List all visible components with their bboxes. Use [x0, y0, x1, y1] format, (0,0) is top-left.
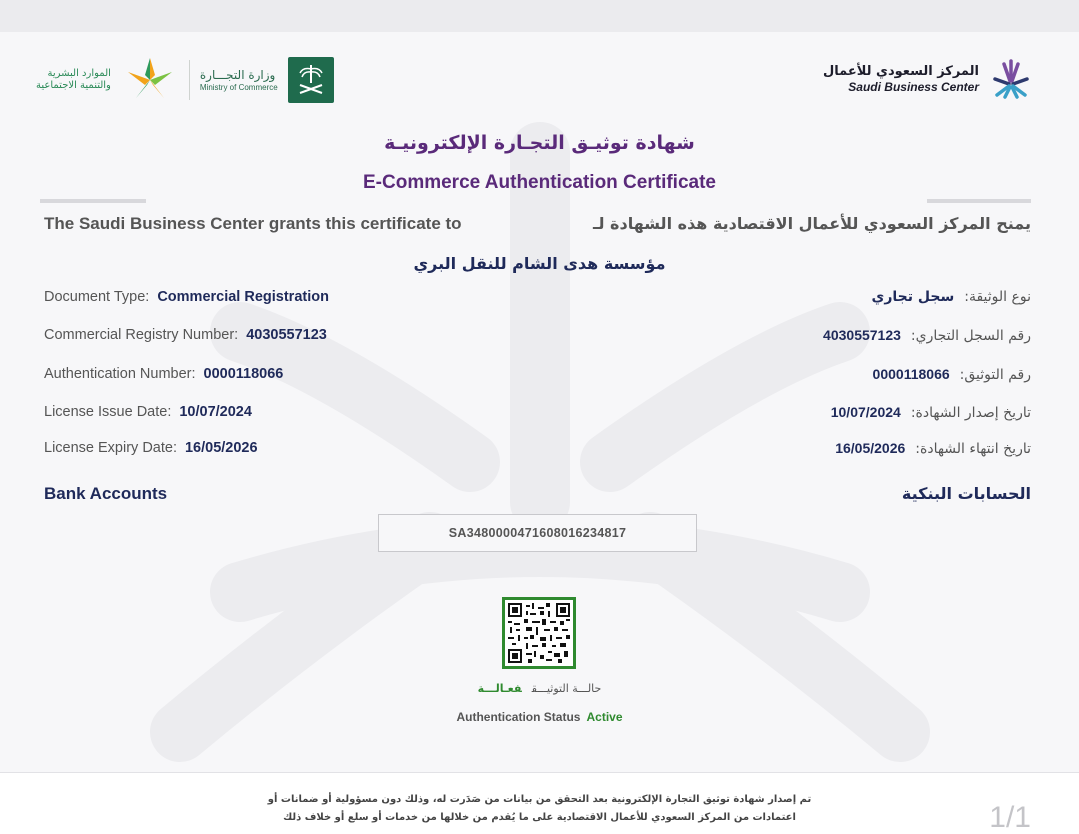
field-expiry-date-en — [44, 440, 258, 456]
authentication-status-ar — [0, 682, 1079, 695]
moc-logo-ar: وزارة التجـــارة — [199, 68, 276, 82]
logo-divider — [189, 60, 190, 100]
field-label: رقم التوثيق: — [959, 367, 1031, 383]
page-number: 1/1 — [989, 801, 1031, 834]
field-value: 10/07/2024 — [179, 404, 252, 420]
sbc-logo — [823, 54, 1035, 104]
moc-logo-text — [200, 68, 278, 92]
grants-text-en: The Saudi Business Center grants this certificate to — [44, 214, 462, 233]
field-label: تاريخ إصدار الشهادة: — [910, 405, 1031, 421]
field-issue-date-ar — [831, 404, 1031, 421]
title-rule-left — [40, 199, 146, 203]
certificate — [0, 32, 1079, 772]
field-label: Authentication Number: — [44, 366, 196, 382]
field-label: رقم السجل التجاري: — [910, 328, 1031, 344]
moc-emblem-icon — [288, 57, 334, 103]
field-value: 10/07/2024 — [830, 404, 901, 420]
field-document-type-en — [44, 289, 329, 305]
field-value: 16/05/2026 — [835, 440, 906, 456]
field-value: Commercial Registration — [157, 289, 329, 305]
field-label: Commercial Registry Number: — [44, 327, 239, 343]
moc-logo-en: Ministry of Commerce — [199, 83, 278, 92]
field-value: 0000118066 — [203, 366, 284, 382]
authentication-status-en — [0, 710, 1079, 724]
field-authentication-number-en — [44, 366, 283, 382]
footer-disclaimer — [0, 791, 1079, 827]
hr-star-icon — [121, 55, 179, 105]
title-rule-right — [927, 199, 1031, 203]
field-registry-number-ar — [823, 327, 1031, 344]
status-value-en: Active — [586, 710, 623, 724]
field-label: License Expiry Date: — [44, 440, 177, 456]
bank-accounts-title-ar: الحسابات البنكية — [901, 484, 1031, 503]
top-strip — [0, 0, 1079, 32]
field-label: تاريخ انتهاء الشهادة: — [915, 441, 1031, 457]
grants-text-ar: يمنح المركز السعودي للأعمال الاقتصادية هذه الشهادة لـ — [593, 214, 1031, 233]
hr-logo-text — [36, 68, 111, 92]
field-label: نوع الوثيقة: — [964, 289, 1031, 305]
field-authentication-number-ar — [873, 366, 1031, 383]
field-value: 4030557123 — [823, 327, 901, 343]
field-value: 4030557123 — [246, 327, 327, 343]
iban-field: SA3480000471608016234817 — [378, 514, 697, 552]
footer — [0, 772, 1079, 834]
field-value: 16/05/2026 — [184, 440, 258, 456]
certificate-title-ar: شهادة توثيـق التجـارة الإلكترونيـة — [384, 132, 695, 154]
field-value: 0000118066 — [872, 366, 950, 382]
footer-disclaimer-line1: تم إصدار شهادة توثيق التجارة الإلكترونية بعد التحقق من بيانات من صَدَرت له، وذلك دون مسؤولية أو ضمانات أو — [267, 794, 812, 805]
sbc-logo-ar: المركز السعودي للأعمال — [823, 64, 979, 79]
certificate-title-en: E-Commerce Authentication Certificate — [363, 172, 716, 193]
field-label: Document Type: — [44, 289, 150, 305]
field-registry-number-en — [44, 327, 327, 343]
status-label-en: Authentication Status — [456, 710, 581, 724]
status-value-ar: فعـالـــة — [477, 682, 522, 695]
partner-logos — [36, 52, 334, 108]
field-expiry-date-ar — [835, 440, 1031, 457]
sbc-logo-en: Saudi Business Center — [848, 80, 979, 94]
entity-name: مؤسسة هدى الشام للنقل البري — [413, 254, 666, 273]
field-issue-date-en — [44, 404, 252, 420]
status-label-ar: حالـــة التوثيـــق — [531, 682, 602, 695]
footer-disclaimer-line2: اعتمادات من المركز السعودي للأعمال الاقتصادية على ما يُقدم من خلالها من خدمات أو سلع أو خلاف ذلك — [283, 812, 796, 823]
hr-logo-line2: والتنمية الاجتماعية — [36, 80, 111, 91]
field-document-type-ar — [872, 289, 1031, 305]
field-value: سجل تجاري — [871, 289, 955, 305]
hr-logo-line1: الموارد البشرية — [47, 68, 111, 79]
bank-accounts-title-en: Bank Accounts — [44, 484, 168, 503]
qr-code-icon[interactable] — [502, 597, 576, 669]
sbc-star-icon — [987, 55, 1035, 103]
field-label: License Issue Date: — [44, 404, 172, 420]
